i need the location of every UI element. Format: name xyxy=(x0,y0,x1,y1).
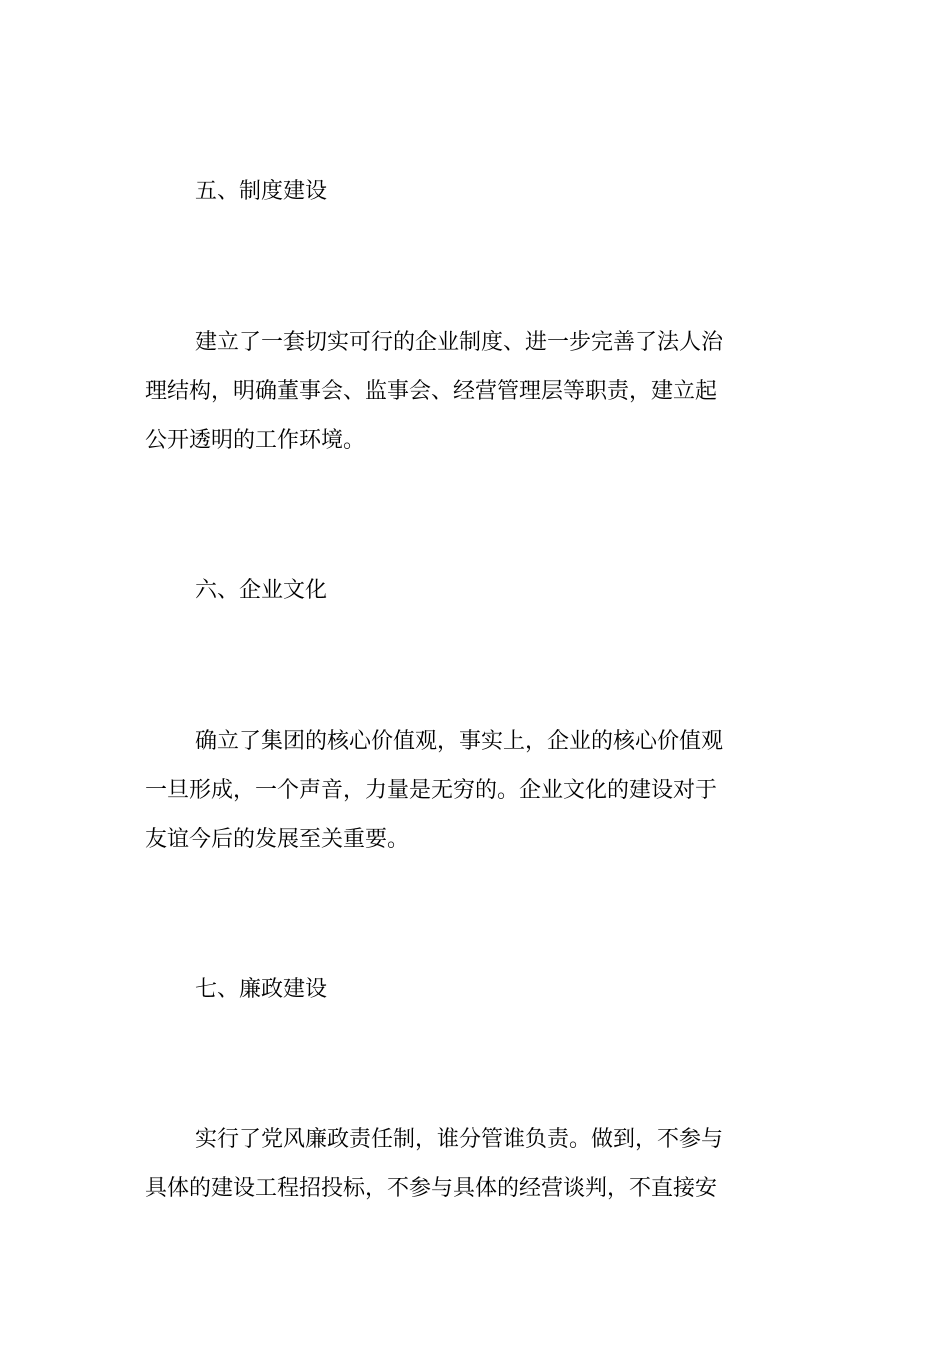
paragraph-line: 公开透明的工作环境。 xyxy=(145,428,366,453)
section-heading-integrity-building: 七、廉政建设 xyxy=(195,977,328,1002)
paragraph-line: 友谊今后的发展至关重要。 xyxy=(145,827,410,852)
paragraph-line: 一旦形成，一个声音，力量是无穷的。企业文化的建设对于 xyxy=(145,778,718,803)
paragraph-line: 理结构，明确董事会、监事会、经营管理层等职责，建立起 xyxy=(145,379,718,404)
section-heading-corporate-culture: 六、企业文化 xyxy=(195,578,328,603)
paragraph-line: 实行了党风廉政责任制，谁分管谁负责。做到，不参与 xyxy=(195,1127,724,1152)
section-paragraph-integrity-building xyxy=(145,1115,755,1213)
section-heading-system-building: 五、制度建设 xyxy=(195,179,328,204)
paragraph-line: 建立了一套切实可行的企业制度、进一步完善了法人治 xyxy=(195,330,724,355)
paragraph-line: 确立了集团的核心价值观，事实上，企业的核心价值观 xyxy=(195,729,724,754)
paragraph-line: 具体的建设工程招投标，不参与具体的经营谈判，不直接安 xyxy=(145,1176,718,1201)
section-paragraph-system-building xyxy=(145,318,755,465)
section-paragraph-corporate-culture xyxy=(145,717,755,864)
